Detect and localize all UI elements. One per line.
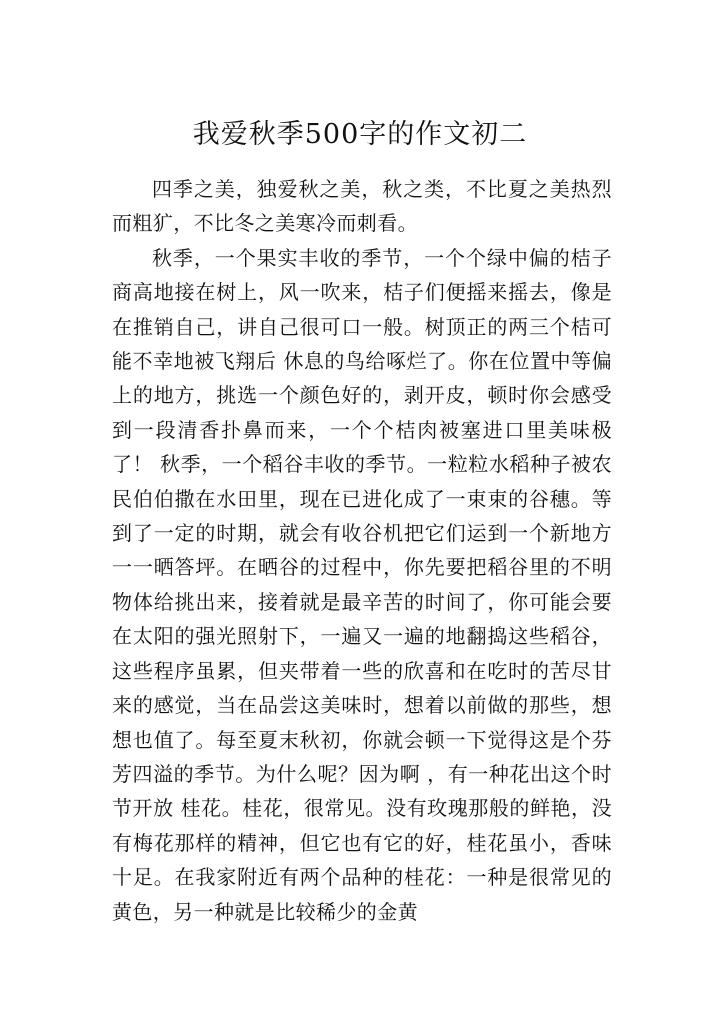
paragraph-main: 秋季，一个果实丰收的季节，一个个绿中偏的桔子商高地接在树上，风一吹来，桔子们便摇来摇去，像是在推销自己，讲自己很可口一般。树顶正的两三个桔可能不幸地被飞翔后 休息的鸟给啄烂了。你在位置中等偏上的地方，挑选一个颜色好的，剥开皮，顿时你会感受到一段清香扑鼻而来，一个个桔肉被塞进口里美味极了！ 秋季，一个稻谷丰收的季节。一粒粒水稻种子被农民伯伯撒在水田里，现在已进化成了一束束的谷穗。等到了一定的时期，就会有收谷机把它们运到一个新地方一一晒答坪。在晒谷的过程中，你先要把稻谷里的不明物体给挑出来，接着就是最辛苦的时间了，你可能会要在太阳的强光照射下，一遍又一遍的地翻捣这些稻谷，这些程序虽累，但夹带着一些的欣喜和在吃时的苦尽甘来的感觉，当在品尝这美味时，想着以前做的那些，想想也值了。每至夏末秋初，你就会顿一下觉得这是个芬芳四溢的季节。为什么呢？因为啊 ，有一种花出这个时节开放 桂花。桂花，很常见。没有玫瑰那般的鲜艳，没有梅花那样的精神，但它也有它的好，桂花虽小，香味十足。在我家附近有两个品种的桂花：一种是很常见的黄色，另一种就是比较稀少的金黄 bbox=[112, 245, 612, 924]
paragraph-intro: 四季之美，独爱秋之美，秋之类，不比夏之美热烈而粗犷，不比冬之美寒冷而刺看。 bbox=[112, 177, 612, 236]
document-body bbox=[112, 172, 612, 929]
document-title: 我爱秋季500字的作文初二 bbox=[192, 119, 528, 150]
